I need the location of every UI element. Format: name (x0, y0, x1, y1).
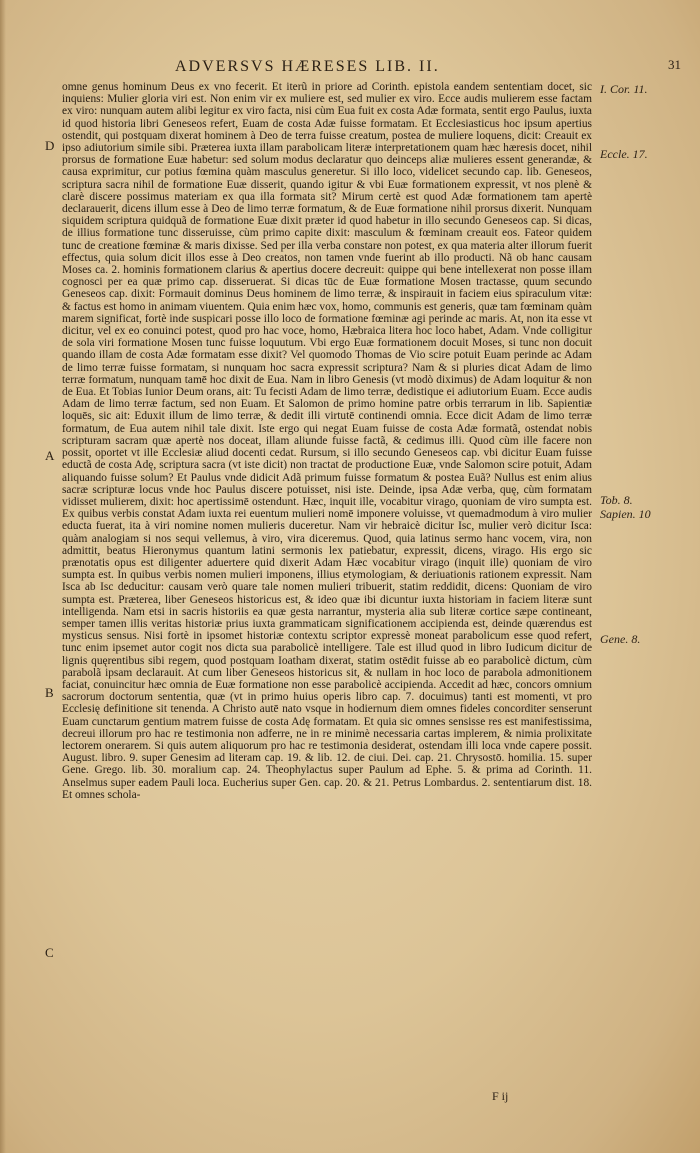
main-text-block (62, 81, 592, 801)
margin-note-tob: Tob. 8. (600, 493, 633, 507)
signature-mark: F ij (492, 1089, 509, 1103)
margin-note-cor: I. Cor. 11. (600, 82, 648, 96)
margin-note-sapien: Sapien. 10 (600, 507, 651, 521)
margin-note-gene: Gene. 8. (600, 632, 641, 646)
margin-note-eccle: Eccle. 17. (600, 147, 648, 161)
margin-letter-b: B (45, 685, 54, 700)
margin-letter-c: C (45, 945, 54, 960)
margin-letter-d: D (45, 138, 55, 153)
folio-number: 31 (668, 57, 681, 72)
page-left-shadow (0, 0, 6, 1153)
running-title: ADVERSVS HÆRESES LIB. II. (175, 58, 440, 75)
body-paragraph: omne genus hominum Deus ex vno fecerit. Et iterũ in priore ad Corinth. epistola eandem sententiam docet, sic inquiens: Mulier gloria viri est. Non enim vir ex muliere est, sed mulier ex viro. Ecce audis mulierem esse factam ex viro: nunquam autem alibi legitur ex viro facta, nisi cùm Eua fuit ex costa Adæ formata, sentit ergo Paulus, iuxta id quod historia libri Geneseos refert, Euam de costa Adæ fuisse formatam. Et Ecclesiasticus hoc ipsum apertius ostendit, qui postquam dixerat hominem à Deo de terra fuisse creatum, postea de muliere loquens, dicit: Creauit ex ipso adiutorium simile sibi. Præterea iuxta illam parabolicam literæ interpretationem quam hæc hæresis docet, nihil prorsus de formatione Euæ habetur: sed solum modus declaratur quo deinceps aliæ mulieres essent generandæ, & causa exprimitur, cur potius fœmina quàm masculus generetur. Si illo loco, videlicet secundo cap. lib. Geneseos, scriptura sacra nihil de formatione Euæ disserit, quando igitur & vbi Euæ formationem expressit, vt nos plenè & clarè discere possimus materiam ex qua illa formata sit? Mirum certè est quod Adæ formationem tam apertè declarauerit, dicens illum esse à Deo de limo terræ formatum, & de Euæ formatione nihil prorsus dixerit. Nunquam siquidem scriptura quidquã de formatione Euæ dixit præter id quod habetur in illo secundo Geneseos cap. Si dicas, de illius formatione tunc disseruisse, cùm primo capite dixit: masculum & fœminam creauit eos. Fateor quidem tunc de creatione fœminæ & maris dixisse. Sed per illa verba constare non potest, ex qua materia alter illorum fuerit effectus, quia solum dicit illos esse à Deo creatos, non tamen vnde fuerint ab illo producti. Nã ob hanc causam Moses ca. 2. hominis formationem clarius & apertius docere decreuit: quippe qui bene intellexerat non posse illam cognosci per ea quæ primo cap. disseruerat. Si dicas tūc de Euæ formatione Mosen tractasse, quum secundo Geneseos cap. dixit: Formauit dominus Deus hominem de limo terræ, & inspirauit in faciem eius spiraculum vitæ: & factus est homo in animam viuentem. Quia enim hæc vox, homo, communis est generis, quæ tam fœminam quàm marem significat, fortè inde suspicari posse illo loco de formatione fœminæ agi perinde ac maris. At, non ita esse vt dicitur, vel ex eo conuinci potest, quod pro hac voce, homo, Hæbraica litera hoc loco habet, Adam. Vnde colligitur de sola viri formatione Mosen tunc fuisse loquutum. Vbi ergo Euæ formationem docuit Moses, si tunc non docuit quando illam de costa Adæ formatam esse dixit? Vel quomodo Thomas de Vio scire potuit Euam perinde ac Adam de limo terræ fuisse formatam, si nunquam hoc sacra expressit scriptura? Nam & si pluries dicat Adam de limo terræ formatum, nunquam tamē hoc dixit de Eua. Nam in libro Genesis (vt modò diximus) de Adam loquitur & non de Eua. Et Tobias Iunior Deum orans, ait: Tu fecisti Adam de limo terræ, dedistique ei adiutorium Euam. Ecce audis Adam de limo terræ factum, sed non Euam. Et Salomon de primo homine patre orbis terrarum in lib. Sapientiæ loquēs, sic ait: Eduxit illum de limo terræ, & dedit illi virtutē continendi omnia. Ecce dicit Adam de limo terræ formatum, de Eua autem nihil tale dixit. Iste ergo qui negat Euam fuisse de costa Adæ formatã, ostendat nobis scripturam sacram quæ apertè nos doceat, illam aliunde fuisse factã, & cedimus illi. Quod cùm ille facere non possit, oportet vt ille Ecclesiæ aliud docenti cedat. Rursum, si illo secundo Geneseos cap. vbi dicitur Euam fuisse eductã de costa Adę, scriptura sacra (vt iste dicit) non tractat de productione Euæ, vnde Salomon scire potuit, Adam aliquando fuisse solum? Et Paulus vnde didicit Adã primum fuisse formatum & postea Euã? Nullus est enim alius sacræ scripturæ locus vnde hoc Paulus discere potuisset, nisi iste. Deinde, ipsa Adæ verba, quę, cùm formatam vidisset mulierem, dixit: hoc apertissimē ostendunt. Hæc, inquit ille, vocabitur virago, quoniam de viro sumpta est. Ex quibus verbis constat Adam iuxta rei euentum mulieri nomē imponere voluisse, vt quemadmodum à viro mulier educta fuerat, ita à viri nomine nomen mulieris duceretur. Nam vir hebraicè dicitur Isc, mulier verò dicitur Isca: quàm analogiam si nos sequi vellemus, à viro, vira diceremus. Quod, quia latinus sermo hanc vocem, vira, non admittit, beatus Hieronymus quantum latini sermonis lex patiebatur, expressit, dicens, virago. His ergo sic prænotatis opus est diligenter aduertere quid dixerit Adam Hæc vocabitur virago (inquit ille) quoniam de viro sumpta est. In quibus verbis nomen mulieri imponens, illius etymologiam, & deriuationis rationem expressit. Nam Isca ab Isc deducitur: causam verò quare tale nomen mulieri tribuerit, statim reddidit, dicens: Quoniam de viro sumpta est. Præterea, liber Geneseos historicus est, & ideo quæ ibi dicuntur iuxta historiam in faciem literæ sunt intelligenda. Nam etsi in sacris historiis ea quæ gesta narrantur, mysteria alia sub literæ cortice sæpe contineant, semper tamen illis veritas historiæ prius iuxta grammaticam significationem accipienda est, deinde quærendus est mysticus sensus. Nisi fortè in ipsomet historiæ contextu scriptor expressè moneat parabolicum esse quod refert, tunc enim ipsemet autor cogit nos dicta sua parabolicè intelligere. Tale est illud quod in libro Iudicum dicitur de lignis quęrentibus sibi regem, quod postquam Ioatham dixerat, statim ostēdit fuisse ab eo parabolicè dictum, cùm parabolã ipsam declarauit. At cum liber Geneseos historicus sit, & nullam in hoc loco de parabola admonitionem faciat, conuincitur hæc omnia de Euæ formatione non esse parabolicè accipienda. Accedit ad hæc, concors omnium sacrorum doctorum sententia, quæ (vt in primo huius operis libro cap. 7. docuimus) tanti est momenti, vt pro Ecclesię definitione sit tenenda. A Christo autē nato vsque in hodiernum diem omnes fideles concorditer senserunt Euam cunctarum gentium matrem fuisse de costa Adę formatam. Et quia sic omnes sensisse res est manifestissima, decreui illorum pro hac re testimonia non adferre, ne in re minimè necessaria cartas implerem, & nimia prolixitate lectorem onerarem. Si quis autem aliquorum pro hac re testimonia desiderat, ostendam illi loca vnde capere possit. August. libro. 9. super Genesim ad literam cap. 19. & lib. 12. de ciui. Dei. cap. 21. Chrysostō. homilia. 15. super Gene. Grego. lib. 30. moralium cap. 24. Theophylactus super Paulum ad Ephe. 5. & prima ad Corinth. 11. Anselmus super eadem Pauli loca. Eucherius super Gen. cap. 20. & 21. Petrus Lombardus. 2. sententiarum dist. 18. Et omnes schola- (62, 81, 592, 801)
margin-letter-a: A (45, 448, 55, 463)
